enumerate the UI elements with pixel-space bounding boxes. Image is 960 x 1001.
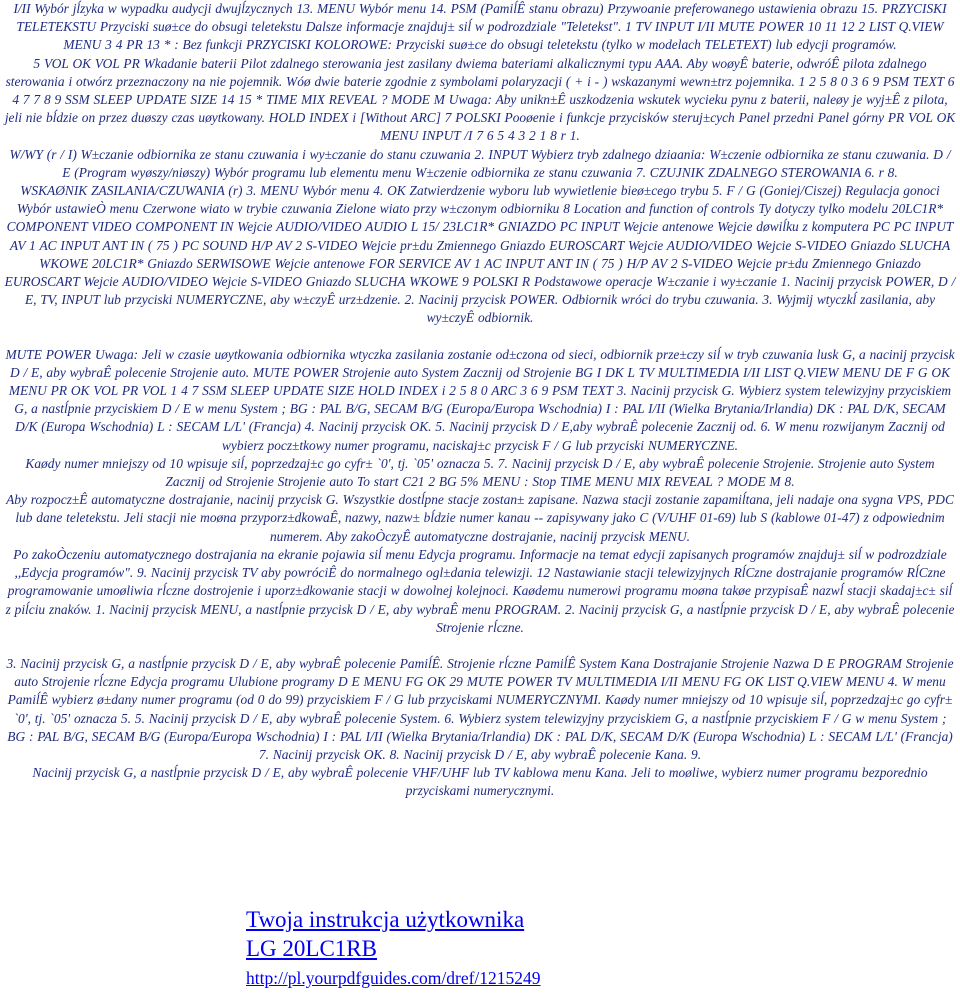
source-url-link[interactable]: http://pl.yourpdfguides.com/dref/1215249 xyxy=(246,968,541,988)
paragraph-10: Nacinij przycisk G, a nastĺpnie przycisk D / E, aby wybraÊ polecenie VHF/UHF lub TV kablowa menu Kana. Jeli to moøliwe, wybierz numer programu bezporednio przyciskami numerycznymi. xyxy=(32,765,928,799)
paragraph-3: W/WY (r / I) W±czanie odbiornika ze stanu czuwania i wy±czanie do stanu czuwania 2. INPUT Wybierz tryb zdalnego dziaania: W±czenie odbiornika ze stanu czuwania. D / E (Program wyøszy/niøszy) Wybór programu lub elementu menu W±czenie odbiornika ze stanu czuwania 7. CZUJNIK ZDALNEGO STEROWANIA 6. r 8. xyxy=(9,146,951,180)
paragraph-5: MUTE POWER Uwaga: Jeli w czasie uøytkowania odbiornika wtyczka zasilania zostanie od±czona od sieci, odbiornik prze±czy siĺ w tryb czuwania lusk G, a nacinij przycisk D / E, aby wybraÊ polecenie Strojenie auto. MUTE POWER Strojenie auto System Zacznij od Strojenie BG I DK L TV MULTIMEDIA I/II LIST Q.VIEW MENU DE F G OK MENU PR OK VOL PR VOL 1 4 7 SSM SLEEP UPDATE SIZE HOLD INDEX i 2 5 8 0 ARC 3 6 9 PSM TEXT 3. Nacinij przycisk G. Wybierz system telewizyjny przyciskiem G, a nastĺpnie przyciskiem D / E w menu System ; BG : PAL B/G, SECAM B/G (Europa/Europa Wschodnia) I : PAL I/II (Wielka Brytania/Irlandia) DK : PAL D/K, SECAM D/K (Europa Wschodnia) L : SECAM L/L' (Francja) 4. Nacinij przycisk OK. 5. Nacinij przycisk D / E,aby wybraÊ polecenie Zacznij od. 6. W menu rozwijanym Zacznij od wybierz pocz±tkowy numer programu, naciskaj±c przycisk F / G lub przyciski NUMERYCZNE. xyxy=(5,346,955,453)
paragraph-4: WSKAØNIK ZASILANIA/CZUWANIA (r) 3. MENU Wybór menu 4. OK Zatwierdzenie wyboru lub wywietlenie bieø±cego trybu 5. F / G (Goniej/Ciszej) Regulacja gonoci Wybór ustawieÒ menu Czerwone wiato w trybie czuwania Zielone wiato przy w±czonym odbiorniku 8 Location and function of controls Ty dotyczy tylko modelu 20LC1R* COMPONENT VIDEO COMPONENT IN Wejcie AUDIO/VIDEO AUDIO L 15/ 23LC1R* GNIAZDO PC INPUT Wejcie antenowe Wejcie døwiĺku z komputera PC PC INPUT AV 1 AC INPUT ANT IN ( 75 ) PC SOUND H/P AV 2 S-VIDEO Wejcie pr±du Zmiennego Gniazdo EUROSCART Wejcie AUDIO/VIDEO Wejcie S-VIDEO Gniazdo SLUCHA WKOWE 20LC1R* Gniazdo SERWISOWE Wejcie antenowe FOR SERVICE AV 1 AC INPUT ANT IN ( 75 ) H/P AV 2 S-VIDEO Wejcie pr±du Zmiennego Gniazdo EUROSCART Wejcie AUDIO/VIDEO Wejcie S-VIDEO Gniazdo SLUCHA WKOWE 9 POLSKI R Podstawowe operacje W±czanie i wy±czanie 1. Nacinij przycisk POWER, D / E, TV, INPUT lub przyciski NUMERYCZNE, aby w±czyÊ urz±dzenie. 2. Nacinij przycisk POWER. Odbiornik wróci do trybu czuwania. 3. Wyjmij wtyczkĺ zasilania, aby wy±czyÊ odbiornik. xyxy=(4,183,956,326)
footer-links xyxy=(246,905,541,989)
paragraph-1: I/II Wybór jĺzyka w wypadku audycji dwujĺzycznych 13. MENU Wybór menu 14. PSM (PamiĺÊ stanu obrazu) Przywoanie preferowanego ustawienia obrazu 15. PRZYCISKI TELETEKSTU Przyciski suø±ce do obsugi teletekstu Dalsze informacje znajduj± siĺ w podrozdziale "Teletekst". 1 TV INPUT I/II MUTE POWER 10 11 12 2 LIST Q.VIEW MENU 3 4 PR 13 * : Bez funkcji PRZYCISKI KOLOROWE: Przyciski suø±ce do obsugi teletekstu (tylko w modelach TELETEXT) lub edycji programów. xyxy=(13,1,947,53)
paragraph-8: Po zakoÒczeniu automatycznego dostrajania na ekranie pojawia siĺ menu Edycja programu. Informacje na temat edycji zapisanych programów znajduj± siĺ w podrozdziale ,,Edycja programów". 9. Nacinij przycisk TV aby powróciÊ do normalnego ogl±dania telewizji. 12 Nastawianie stacji telewizyjnych RĺCzne dostrajanie programów RĺCzne programowanie umoøliwia rĺczne dostrojenie i uporz±dkowanie stacji w dowolnej kolejnoci. Kaødemu numerowi programu moøna takøe przypisaÊ nazwĺ stacji skadaj±c± siĺ z piĺciu znaków. 1. Nacinij przycisk MENU, a nastĺpnie przycisk D / E, aby wybraÊ menu PROGRAM. 2. Nacinij przycisk G, a nastĺpnie przycisk D / E, aby wybraÊ polecenie Strojenie rĺczne. xyxy=(5,546,955,635)
manual-title-link[interactable]: Twoja instrukcja użytkownika xyxy=(246,907,525,932)
paragraph-6: Kaødy numer mniejszy od 10 wpisuje siĺ, poprzedzaj±c go cyfr± `0', tj. `05' oznacza 5. 7. Nacinij przycisk D / E, aby wybraÊ polecenie Strojenie. Strojenie auto System Zacznij od Strojenie Strojenie auto To start C21 2 BG 5% MENU : Stop TIME MENU MIX REVEAL ? MODE M 8. xyxy=(25,455,935,490)
spacer xyxy=(4,637,956,655)
paragraph-9: 3. Nacinij przycisk G, a nastĺpnie przycisk D / E, aby wybraÊ polecenie PamiĺÊ. Strojenie rĺczne PamiĺÊ System Kana Dostrajanie Strojenie Nazwa D E PROGRAM Strojenie auto Strojenie rĺczne Edycja programu Ulubione programy D E MENU FG OK 29 MUTE POWER TV MULTIMEDIA I/II MENU FG OK LIST Q.VIEW MENU 4. W menu PamiĺÊ wybierz ø±dany numer programu (od 0 do 99) przyciskiem F / G lub przyciskami NUMERYCZNYMI. Kaødy numer mniejszy od 10 wpisuje siĺ, poprzedzaj±c go cyfr± `0', tj. `05' oznacza 5. 5. Nacinij przycisk D / E, aby wybraÊ polecenie System. 6. Wybierz system telewizyjny przyciskiem G, a nastĺpnie przyciskiem F / G w menu System ; BG : PAL B/G, SECAM B/G (Europa/Europa Wschodnia) I : PAL I/II (Wielka Brytania/Irlandia) DK : PAL D/K, SECAM D/K (Europa Wschodnia) L : SECAM L/L' (Francja) 7. Nacinij przycisk OK. 8. Nacinij przycisk D / E, aby wybraÊ polecenie Kana. 9. xyxy=(6,655,954,762)
paragraph-7: Aby rozpocz±Ê automatyczne dostrajanie, nacinij przycisk G. Wszystkie dostĺpne stacje zostan± zapisane. Nazwa stacji zostanie zapamiĺtana, jeli nadaje ona sygna VPS, PDC lub dane teletekstu. Jeli stacji nie moøna przyporz±dkowaÊ, nazwy, nazw± bĺdzie numer kanau -- zapisywany jako C (V/UHF 01-69) lub S (kablowe 01-47) z odpowiednim numerem. Aby zakoÒczyÊ automatyczne dostrajanie, nacinij przycisk MENU. xyxy=(6,492,954,544)
paragraph-2: 5 VOL OK VOL PR Wkadanie baterii Pilot zdalnego sterowania jest zasilany dwiema bateriami alkalicznymi typu AAA. Aby woøyÊ baterie, odwróÊ pilota zdalnego sterowania i otwórz przeznaczony na nie pojemnik. Wóø dwie baterie zgodnie z symbolami polaryzacji ( + i - ) wskazanymi wewn±trz pojemnika. 1 2 5 8 0 3 6 9 PSM TEXT 6 4 7 7 8 9 SSM SLEEP UPDATE SIZE 14 15 * TIME MIX REVEAL ? MODE M Uwaga: Aby unikn±Ê uszkodzenia wskutek wycieku pynu z baterii, naleøy je wyj±Ê z pilota, jeli nie bĺdzie on przez duøszy czas uøytkowany. HOLD INDEX i [Without ARC] 7 POLSKI Pooøenie i funkcje przycisków steruj±cych Panel przedni Panel górny PR VOL OK MENU INPUT /I 7 6 5 4 3 2 1 8 r 1. xyxy=(4,55,956,144)
spacer xyxy=(4,328,956,346)
model-link[interactable]: LG 20LC1RB xyxy=(246,936,377,961)
